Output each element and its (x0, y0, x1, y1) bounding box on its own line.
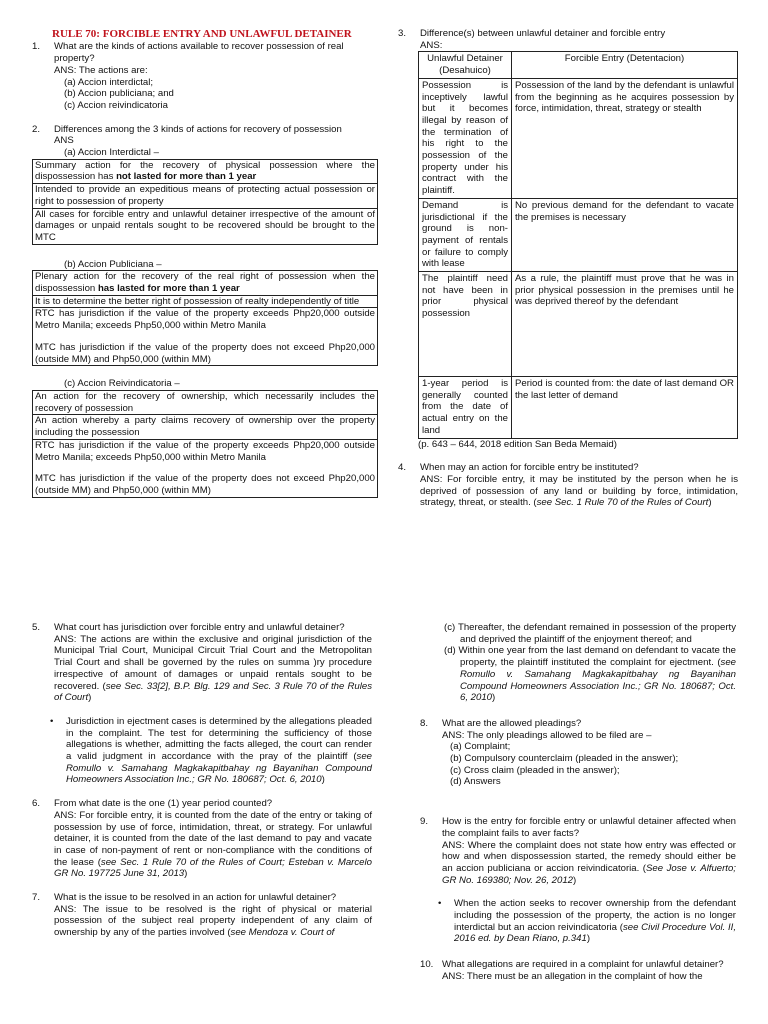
question-text: From what date is the one (1) year period counted? (54, 798, 273, 810)
interdictal-table (32, 159, 378, 245)
table-row: All cases for forcible entry and unlawful detainer irrespective of the amount of damages or unpaid rentals sought to be recovered should be brought to the MTC (35, 208, 375, 243)
table-row: An action for the recovery of ownership, which necessarily includes the recovery of possession (35, 390, 375, 414)
answer-text: ANS (54, 135, 74, 147)
question-5: 5. What court has jurisdiction over forcible entry and unlawful detainer? ANS: The actions are within the exclusive and original jurisdiction of the Municipal Trial Court, Municipal Circuit Trial Court and the Metropolitan Trial Court and shall be governed by the rules on summa )ry procedure irrespective of amount of damages or unpaid rentals sought to be recovered. (see Sec. 33[2], B.P. Blg. 129 and Sec. 3 Rule 70 of the Rules of Court) (32, 622, 373, 704)
subheading: (b) Accion Publiciana – (64, 258, 162, 270)
answer-text: ANS: For forcible entry, it is counted from the date of the entry or taking of possession by use of force, intimidation, threat, or strategy. For unlawful detainer, it is counted from the date of the last demand to pay and vacate in case of non-payment of rent or non-compliance with the conditions of the lease (see Sec. 1 Rule 70 of the Rules of Court; Esteban v. Marcelo GR No. 197725 June 31, 2013) (54, 809, 372, 880)
question-10: 10. What allegations are required in a complaint for unlawful detainer? ANS: There must be an allegation in the complaint of how the (420, 959, 736, 982)
list-item: (d) Within one year from the last demand on defendant to vacate the property, the plaintiff instituted the complaint for ejectment. (see Romullo v. Samahang Magkakapitbahay ng Bayanihan Compound Homeowners Association Inc.; GR No. 180687; Oct. 6, 2010) (444, 645, 736, 704)
publiciana-table (32, 270, 378, 366)
list-item: (b) Compulsory counterclaim (pleaded in the answer); (450, 753, 679, 765)
source-citation: (p. 643 – 644, 2018 edition San Beda Memaid) (418, 438, 617, 450)
question-text: What allegations are required in a complaint for unlawful detainer? (442, 959, 724, 971)
answer-text: ANS: There must be an allegation in the complaint of how the (442, 970, 703, 982)
table-row: RTC has jurisdiction if the value of the property exceeds Php20,000 outside Metro Manila; exceeds Php50,000 within Metro Manila MTC has jurisdiction if the value of the property does not exceed Php20,000 (outside MM) and Php50,000 (within MM) (35, 308, 375, 365)
header-forcible-entry: Forcible Entry (Detentacion) (512, 52, 738, 78)
list-item: (b) Accion publiciana; and (64, 88, 174, 100)
top-right-column (398, 28, 738, 509)
list-item: (d) Answers (450, 776, 501, 788)
question-4: 4. When may an action for forcible entry be instituted? ANS: For forcible entry, it may be instituted by the person when he is deprived of possession of any land or building by force, intimidation, strategy, threat, or stealth. (see Sec. 1 Rule 70 of the Rules of Court) (398, 462, 738, 509)
question-7: 7. What is the issue to be resolved in an action for unlawful detainer? ANS: The issue to be resolved is the right of physical or material possession of the subject real property independent of any claim of ownership by any of the parties involved (see Mendoza v. Court of (32, 892, 372, 939)
question-text: How is the entry for forcible entry or unlawful detainer affected when the complaint fails to aver facts? (442, 816, 736, 839)
header-unlawful-detainer: Unlawful Detainer (Desahuico) (419, 52, 512, 78)
reivindicatoria-table (32, 390, 378, 498)
subheading: (c) Accion Reivindicatoria – (64, 378, 180, 390)
table-row: RTC has jurisdiction if the value of the property exceeds Php20,000 outside Metro Manila; exceeds Php50,000 within Metro Manila MTC has jurisdiction if the value of the property does not exceed Php20,000 (outside MM) and Php50,000 (within MM) (35, 439, 375, 496)
bottom-left-column (32, 622, 372, 939)
bullet-item: • When the action seeks to recover ownership from the defendant including the possession of the property, the action is no longer interdictal but an accion reivindicatoria (see Civil Procedure Vol. II, 2016 ed. by Dean Riano, p.341) (438, 898, 736, 945)
list-item: (c) Accion reivindicatoria (64, 99, 168, 111)
table-row: It is to determine the better right of possession of realty independently of title (33, 295, 377, 308)
question-text: What are the kinds of actions available to recover possession of real property? (54, 41, 344, 65)
table-row: 1-year period is generally counted from the date of actual entry on the land Period is counted from: the date of last demand OR the last letter of demand (419, 377, 738, 439)
rule-title: RULE 70: FORCIBLE ENTRY AND UNLAWFUL DETAINER (52, 28, 352, 40)
table-row: An action whereby a party claims recovery of ownership over the property including the possession (35, 415, 375, 439)
table-row: Intended to provide an expeditious means of protecting actual possession or right to possession of property (35, 184, 375, 207)
subheading: (a) Accion Interdictal – (64, 147, 159, 159)
answer-text: ANS: For forcible entry, it may be instituted by the person when he is deprived of possession of any land or building by force, intimidation, strategy, threat, or stealth. (see Sec. 1 Rule 70 of the Rules of Court) (420, 473, 738, 509)
comparison-table (418, 51, 738, 438)
question-1: 1. What are the kinds of actions available to recover possession of real property? ANS: The actions are: (a) Accion interdictal; (b) Accion publiciana; and (c) Accion reivindicatoria (32, 41, 378, 111)
list-item: (a) Complaint; (450, 741, 511, 753)
bullet-icon: • (50, 715, 54, 727)
table-row: Summary action for the recovery of physical possession where the dispossession has not lasted for more than 1 year (35, 159, 375, 183)
comparison-table-wrap (398, 51, 738, 450)
table-row: Plenary action for the recovery of the real right of possession when the dispossession has lasted for more than 1 year (35, 271, 375, 295)
question-text: What court has jurisdiction over forcible entry and unlawful detainer? (54, 622, 345, 633)
question-9: 9. How is the entry for forcible entry or unlawful detainer affected when the complaint fails to aver facts? ANS: Where the complaint does not state how entry was effected or how and when dispossession started, the remedy should either be an accion publiciana or accion reivindicatoria. (See Jose v. Alfuerto; GR No. 169380; Nov. 26, 2012) (420, 816, 736, 886)
list-item: (c) Cross claim (pleaded in the answer); (450, 764, 620, 776)
answer-text: ANS: (420, 39, 443, 51)
question-text: Difference(s) between unlawful detainer and forcible entry (420, 28, 666, 39)
answer-text: ANS: The actions are: (54, 64, 148, 76)
bullet-item: • Jurisdiction in ejectment cases is determined by the allegations pleaded in the complaint. The test for determining the sufficiency of those allegations is whether, admitting the facts alleged, the court can render a valid judgment in accordance with the pray of the plaintiff (see Romullo v. Samahang Magkakapitbahay ng Bayanihan Compound Homeowners Association Inc.; GR No. 180687; Oct. 6, 2010) (50, 715, 372, 786)
table-row: The plaintiff need not have been in prior physical possession As a rule, the plaintiff must prove that he was in prior physical possession in the premises until he was deprived thereof by the defendant (419, 272, 738, 377)
table-row: Possession is inceptively lawful but it becomes illegal by reason of the termination of his right to the possession of the property under his contract with the plaintiff. Possession of the land by the defendant is unlawful from the beginning as he acquires possession by force, intimidation, threat, strategy or stealth (419, 78, 738, 198)
answer-text: ANS: The issue to be resolved is the right of physical or material possession of the subject real property independent of any claim of ownership by any of the parties involved (see Mendoza v. Court of (54, 903, 372, 939)
bottom-right-column (420, 622, 736, 983)
question-2: 2. Differences among the 3 kinds of actions for recovery of possession ANS (a) Accion Interdictal – (32, 124, 378, 159)
list-item: (a) Accion interdictal; (64, 76, 154, 88)
answer-text: ANS: Where the complaint does not state how entry was effected or how and when dispossession started, the remedy should either be an accion publiciana or accion reivindicatoria. (See Jose v. Alfuerto; GR No. 169380; Nov. 26, 2012) (442, 839, 736, 886)
bullet-icon: • (438, 898, 442, 910)
top-left-column (32, 28, 378, 498)
question-text: What is the issue to be resolved in an action for unlawful detainer? (54, 892, 337, 904)
list-item: (c) Thereafter, the defendant remained in possession of the property and deprived the plaintiff of the enjoyment thereof; and (444, 622, 736, 645)
question-text: What are the allowed pleadings? (442, 717, 582, 729)
question-3: 3. Difference(s) between unlawful detainer and forcible entry ANS: (398, 28, 738, 51)
question-text: When may an action for forcible entry be instituted? (420, 462, 639, 474)
answer-text: ANS: The actions are within the exclusive and original jurisdiction of the Municipal Trial Court, Municipal Circuit Trial Court and the Metropolitan Trial Court and shall be governed by the rules on summa )ry procedure irrespective of amount of damages or unpaid rentals sought to be recovered. (see Sec. 33[2], B.P. Blg. 129 and Sec. 3 Rule 70 of the Rules of Court) (54, 633, 373, 704)
question-8: 8. What are the allowed pleadings? ANS: The only pleadings allowed to be filed are – (a) Complaint; (b) Compulsory counterclaim (pleaded in the answer); (c) Cross claim (pleaded in the answer); (d) Answers (420, 718, 736, 788)
answer-text: ANS: The only pleadings allowed to be filed are – (442, 729, 652, 741)
question-text: Differences among the 3 kinds of actions for recovery of possession (54, 123, 342, 135)
question-6: 6. From what date is the one (1) year period counted? ANS: For forcible entry, it is counted from the date of the entry or taking of possession by use of force, intimidation, threat, or strategy. For unlawful detainer, it is counted from the date of the last demand to pay and vacate in case of non-payment of rent or non-compliance with the conditions of the lease (see Sec. 1 Rule 70 of the Rules of Court; Esteban v. Marcelo GR No. 197725 June 31, 2013) (32, 798, 372, 880)
table-header-row (419, 52, 738, 78)
table-row: Demand is jurisdictional if the ground is non-payment of rentals or failure to comply with lease No previous demand for the defendant to vacate the premises is necessary (419, 198, 738, 271)
